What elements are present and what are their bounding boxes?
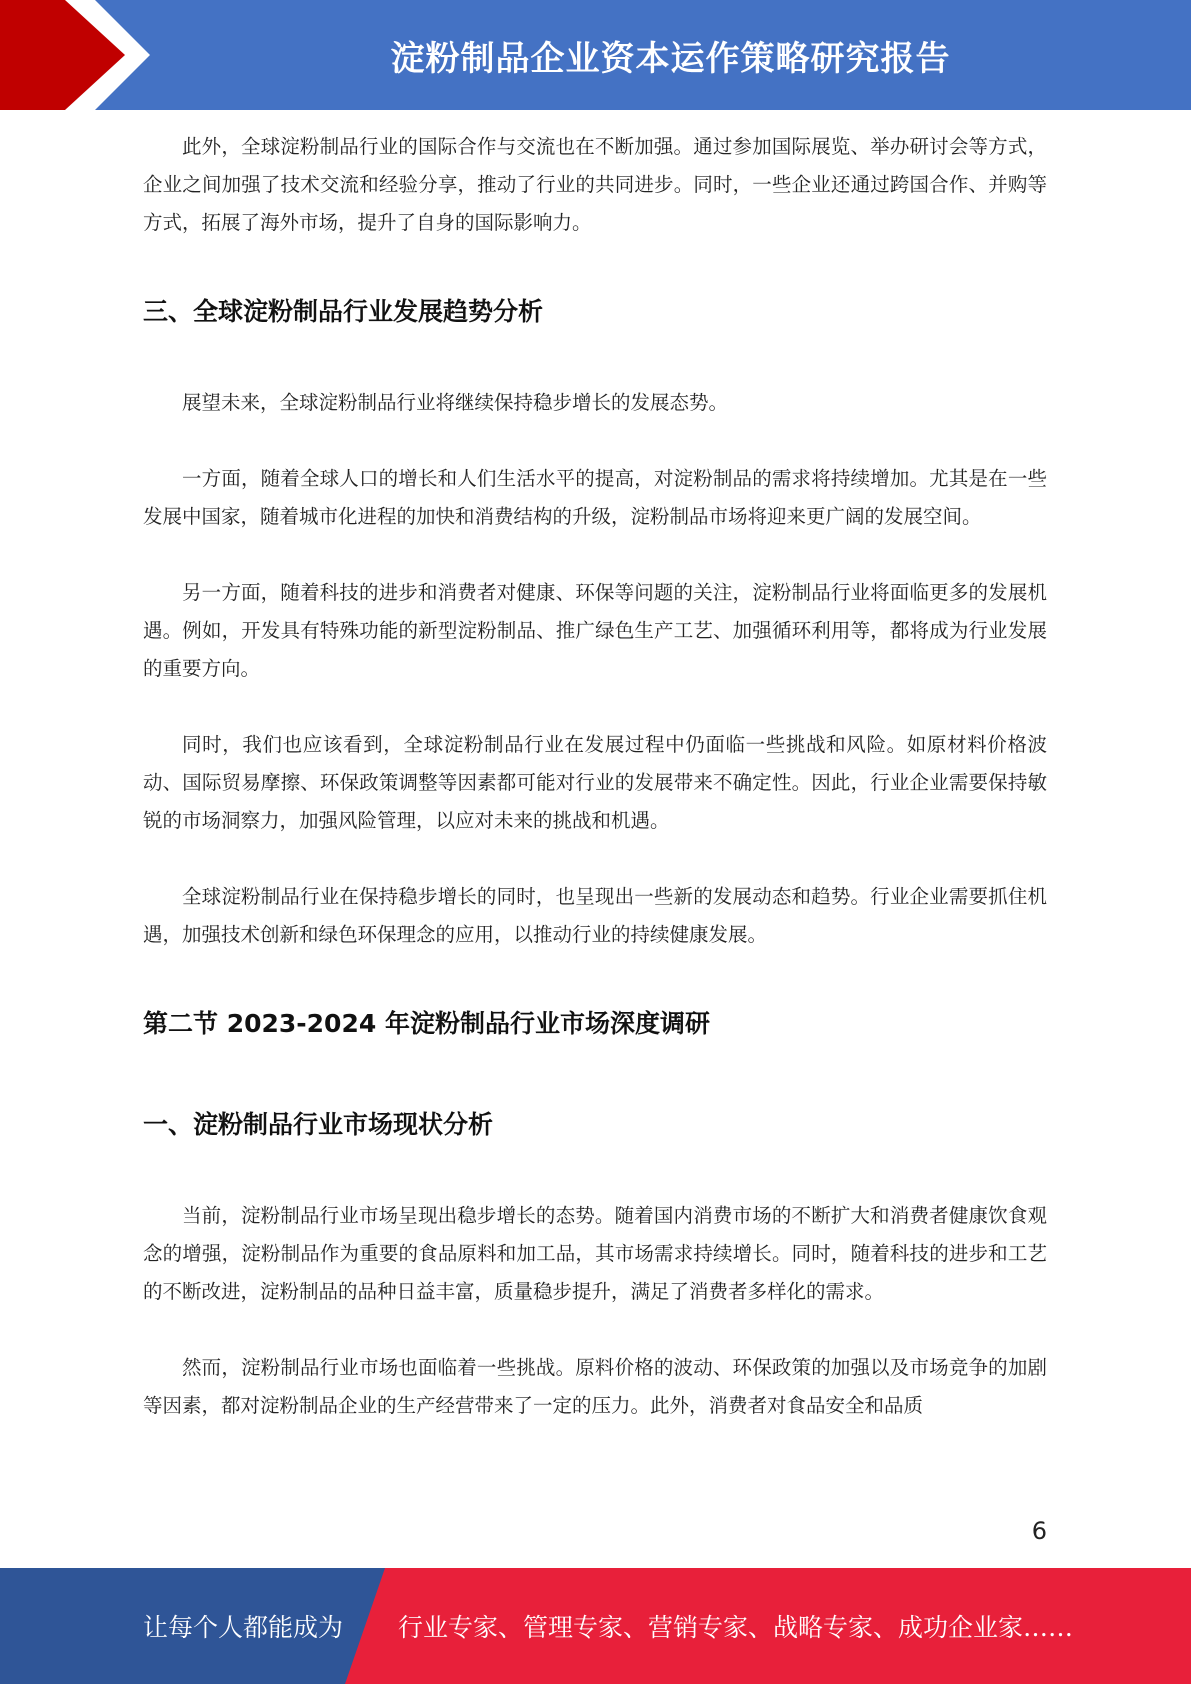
paragraph-intl-cooperation: 此外，全球淀粉制品行业的国际合作与交流也在不断加强。通过参加国际展览、举办研讨会等方式，企业之间加强了技术交流和经验分享，推动了行业的共同进步。同时，一些企业还通过跨国合作、并购等方式，拓展了海外市场，提升了自身的国际影响力。	[143, 135, 1047, 234]
section-heading-market-status: 一、淀粉制品行业市场现状分析	[143, 1110, 494, 1139]
footer-slogan-right: 行业专家、管理专家、营销专家、战略专家、成功企业家……	[398, 1613, 1074, 1642]
paragraph-summary: 全球淀粉制品行业在保持稳步增长的同时，也呈现出一些新的发展动态和趋势。行业企业需要抓住机遇，加强技术创新和绿色环保理念的应用，以推动行业的持续健康发展。	[143, 885, 1047, 946]
footer-band	[0, 1568, 1191, 1684]
paragraph-opportunities: 另一方面，随着科技的进步和消费者对健康、环保等问题的关注，淀粉制品行业将面临更多的发展机遇。例如，开发具有特殊功能的新型淀粉制品、推广绿色生产工艺、加强循环利用等，都将成为行业发展的重要方向。	[143, 581, 1047, 680]
footer-slogan-left: 让每个人都能成为	[143, 1613, 344, 1642]
paragraph-challenges: 同时，我们也应该看到，全球淀粉制品行业在发展过程中仍面临一些挑战和风险。如原材料价格波动、国际贸易摩擦、环保政策调整等因素都可能对行业的发展带来不确定性。因此，行业企业需要保持敏锐的市场洞察力，加强风险管理，以应对未来的挑战和机遇。	[143, 733, 1047, 832]
header-arrow-decoration	[0, 0, 160, 110]
paragraph-market-challenges: 然而，淀粉制品行业市场也面临着一些挑战。原料价格的波动、环保政策的加强以及市场竞争的加剧等因素，都对淀粉制品企业的生产经营带来了一定的压力。此外，消费者对食品安全和品质	[143, 1356, 1047, 1417]
section-heading-market-research: 第二节 2023-2024 年淀粉制品行业市场深度调研	[143, 1009, 710, 1038]
header-band	[0, 0, 1191, 110]
paragraph-current-market: 当前，淀粉制品行业市场呈现出稳步增长的态势。随着国内消费市场的不断扩大和消费者健康饮食观念的增强，淀粉制品作为重要的食品原料和加工品，其市场需求持续增长。同时，随着科技的进步和工艺的不断改进，淀粉制品的品种日益丰富，质量稳步提升，满足了消费者多样化的需求。	[143, 1204, 1047, 1303]
paragraph-outlook: 展望未来，全球淀粉制品行业将继续保持稳步增长的发展态势。	[182, 391, 729, 414]
document-body	[143, 128, 1047, 1425]
section-heading-global-trends: 三、全球淀粉制品行业发展趋势分析	[143, 297, 544, 326]
paragraph-demand-growth: 一方面，随着全球人口的增长和人们生活水平的提高，对淀粉制品的需求将持续增加。尤其是在一些发展中国家，随着城市化进程的加快和消费结构的升级，淀粉制品市场将迎来更广阔的发展空间。	[143, 467, 1047, 528]
page-number: 6	[1031, 1517, 1047, 1545]
report-title: 淀粉制品企业资本运作策略研究报告	[390, 38, 951, 79]
